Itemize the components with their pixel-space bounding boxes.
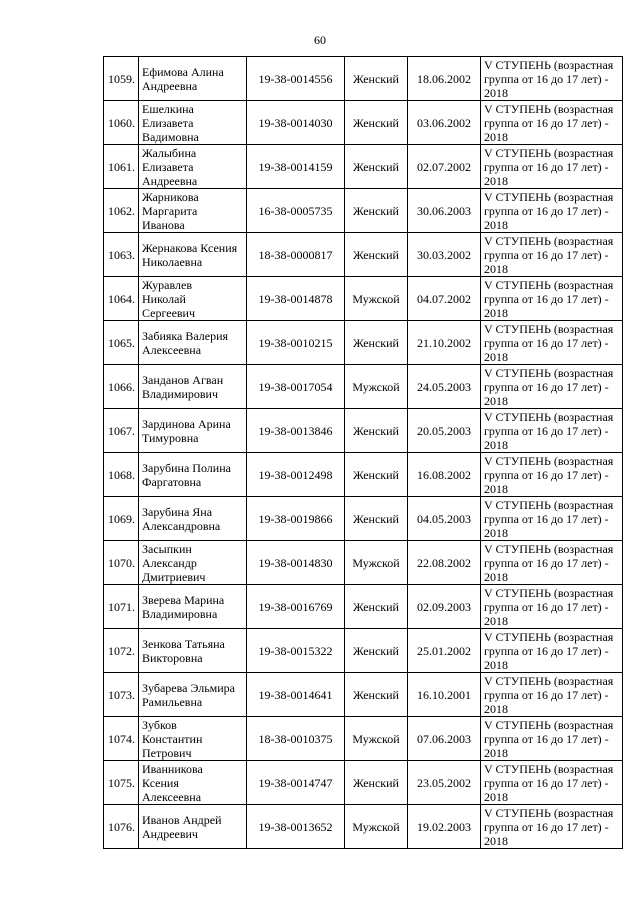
full-name-cell	[139, 365, 247, 409]
table-row	[104, 541, 623, 585]
group-line: 2018	[484, 305, 508, 320]
birth-date-cell: 07.06.2003	[408, 717, 481, 761]
group-line: V СТУПЕНЬ (возрастная	[484, 717, 614, 732]
group-line: 2018	[484, 569, 508, 584]
name-line: Вадимовна	[142, 129, 199, 144]
participant-id-cell: 19-38-0014030	[247, 101, 345, 145]
table-row	[104, 233, 623, 277]
group-line: 2018	[484, 217, 508, 232]
birth-date-cell: 18.06.2002	[408, 57, 481, 101]
group-line: V СТУПЕНЬ (возрастная	[484, 321, 614, 336]
name-line: Зенкова Татьяна	[142, 636, 225, 651]
full-name-cell	[139, 629, 247, 673]
name-line: Владимирович	[142, 386, 218, 401]
birth-date-cell: 23.05.2002	[408, 761, 481, 805]
gender-cell: Женский	[345, 321, 408, 365]
gender-cell: Женский	[345, 409, 408, 453]
full-name-cell	[139, 277, 247, 321]
table-row	[104, 145, 623, 189]
row-number-cell: 1076.	[104, 805, 139, 849]
row-number-cell: 1059.	[104, 57, 139, 101]
row-number-cell: 1072.	[104, 629, 139, 673]
name-line: Елизавета	[142, 159, 194, 174]
table-row	[104, 585, 623, 629]
group-line: V СТУПЕНЬ (возрастная	[484, 277, 614, 292]
gender-cell: Мужской	[345, 717, 408, 761]
name-line: Владимировна	[142, 606, 218, 621]
row-number-cell: 1069.	[104, 497, 139, 541]
table-row	[104, 497, 623, 541]
full-name-cell	[139, 585, 247, 629]
page-number: 60	[314, 33, 326, 47]
group-line: V СТУПЕНЬ (возрастная	[484, 541, 614, 556]
name-line: Тимуровна	[142, 430, 199, 445]
age-group-cell	[481, 145, 623, 189]
name-line: Ксения	[142, 775, 179, 790]
table-row	[104, 673, 623, 717]
name-line: Жарникова	[142, 189, 199, 204]
group-line: V СТУПЕНЬ (возрастная	[484, 57, 614, 72]
group-line: 2018	[484, 833, 508, 848]
group-line: 2018	[484, 129, 508, 144]
group-line: V СТУПЕНЬ (возрастная	[484, 761, 614, 776]
gender-cell: Мужской	[345, 365, 408, 409]
name-line: Зардинова Арина	[142, 416, 231, 431]
name-line: Андреевна	[142, 173, 198, 188]
participant-id-cell: 19-38-0016769	[247, 585, 345, 629]
name-line: Иванов Андрей	[142, 812, 222, 827]
age-group-cell	[481, 233, 623, 277]
group-line: 2018	[484, 745, 508, 760]
group-line: 2018	[484, 349, 508, 364]
group-line: группа от 16 до 17 лет) -	[484, 247, 609, 262]
group-line: 2018	[484, 437, 508, 452]
gender-cell: Мужской	[345, 277, 408, 321]
group-line: V СТУПЕНЬ (возрастная	[484, 233, 614, 248]
table-row	[104, 629, 623, 673]
group-line: 2018	[484, 657, 508, 672]
participant-id-cell: 19-38-0017054	[247, 365, 345, 409]
name-line: Маргарита	[142, 203, 198, 218]
birth-date-cell: 24.05.2003	[408, 365, 481, 409]
full-name-cell	[139, 145, 247, 189]
name-line: Рамильевна	[142, 694, 203, 709]
name-line: Ефимова Алина	[142, 64, 224, 79]
table-row	[104, 277, 623, 321]
row-number-cell: 1068.	[104, 453, 139, 497]
gender-cell: Женский	[345, 629, 408, 673]
participant-id-cell: 19-38-0014556	[247, 57, 345, 101]
gender-cell: Женский	[345, 453, 408, 497]
age-group-cell	[481, 321, 623, 365]
group-line: группа от 16 до 17 лет) -	[484, 467, 609, 482]
full-name-cell	[139, 761, 247, 805]
name-line: Алексеевна	[142, 342, 202, 357]
name-line: Занданов Агван	[142, 372, 224, 387]
name-line: Николай	[142, 291, 186, 306]
full-name-cell	[139, 101, 247, 145]
table-row	[104, 365, 623, 409]
row-number-cell: 1075.	[104, 761, 139, 805]
name-line: Николаевна	[142, 254, 203, 269]
participant-id-cell: 18-38-0000817	[247, 233, 345, 277]
group-line: V СТУПЕНЬ (возрастная	[484, 189, 614, 204]
gender-cell: Мужской	[345, 805, 408, 849]
participant-id-cell: 19-38-0014878	[247, 277, 345, 321]
group-line: V СТУПЕНЬ (возрастная	[484, 497, 614, 512]
group-line: группа от 16 до 17 лет) -	[484, 71, 609, 86]
age-group-cell	[481, 277, 623, 321]
age-group-cell	[481, 585, 623, 629]
name-line: Андреевич	[142, 826, 198, 841]
participant-id-cell: 19-38-0014830	[247, 541, 345, 585]
participant-id-cell: 16-38-0005735	[247, 189, 345, 233]
full-name-cell	[139, 541, 247, 585]
table-row	[104, 321, 623, 365]
group-line: V СТУПЕНЬ (возрастная	[484, 629, 614, 644]
name-line: Забияка Валерия	[142, 328, 229, 343]
group-line: группа от 16 до 17 лет) -	[484, 731, 609, 746]
participant-id-cell: 19-38-0014159	[247, 145, 345, 189]
gender-cell: Женский	[345, 497, 408, 541]
full-name-cell	[139, 321, 247, 365]
group-line: V СТУПЕНЬ (возрастная	[484, 805, 614, 820]
group-line: 2018	[484, 613, 508, 628]
age-group-cell	[481, 761, 623, 805]
name-line: Елизавета	[142, 115, 194, 130]
birth-date-cell: 04.05.2003	[408, 497, 481, 541]
full-name-cell	[139, 453, 247, 497]
name-line: Александровна	[142, 518, 221, 533]
row-number-cell: 1065.	[104, 321, 139, 365]
gender-cell: Мужской	[345, 541, 408, 585]
gender-cell: Женский	[345, 189, 408, 233]
gender-cell: Женский	[345, 585, 408, 629]
group-line: V СТУПЕНЬ (возрастная	[484, 673, 614, 688]
table-row	[104, 101, 623, 145]
gender-cell: Женский	[345, 673, 408, 717]
name-line: Константин	[142, 731, 203, 746]
full-name-cell	[139, 409, 247, 453]
full-name-cell	[139, 673, 247, 717]
group-line: 2018	[484, 525, 508, 540]
row-number-cell: 1067.	[104, 409, 139, 453]
birth-date-cell: 21.10.2002	[408, 321, 481, 365]
group-line: группа от 16 до 17 лет) -	[484, 379, 609, 394]
table-row	[104, 805, 623, 849]
full-name-cell	[139, 233, 247, 277]
birth-date-cell: 02.09.2003	[408, 585, 481, 629]
name-line: Жернакова Ксения	[142, 240, 238, 255]
full-name-cell	[139, 717, 247, 761]
gender-cell: Женский	[345, 57, 408, 101]
row-number-cell: 1060.	[104, 101, 139, 145]
row-number-cell: 1063.	[104, 233, 139, 277]
name-line: Зубков	[142, 717, 177, 732]
birth-date-cell: 16.08.2002	[408, 453, 481, 497]
table-row	[104, 453, 623, 497]
participant-id-cell: 19-38-0015322	[247, 629, 345, 673]
row-number-cell: 1070.	[104, 541, 139, 585]
group-line: 2018	[484, 261, 508, 276]
name-line: Петрович	[142, 745, 192, 760]
name-line: Зверева Марина	[142, 592, 225, 607]
age-group-cell	[481, 365, 623, 409]
group-line: V СТУПЕНЬ (возрастная	[484, 409, 614, 424]
row-number-cell: 1061.	[104, 145, 139, 189]
name-line: Иванова	[142, 217, 185, 232]
full-name-cell	[139, 497, 247, 541]
group-line: V СТУПЕНЬ (возрастная	[484, 145, 614, 160]
age-group-cell	[481, 629, 623, 673]
group-line: группа от 16 до 17 лет) -	[484, 599, 609, 614]
name-line: Иванникова	[142, 761, 203, 776]
gender-cell: Женский	[345, 761, 408, 805]
group-line: группа от 16 до 17 лет) -	[484, 819, 609, 834]
birth-date-cell: 30.06.2003	[408, 189, 481, 233]
age-group-cell	[481, 805, 623, 849]
group-line: 2018	[484, 481, 508, 496]
full-name-cell	[139, 57, 247, 101]
age-group-cell	[481, 497, 623, 541]
group-line: 2018	[484, 393, 508, 408]
group-line: V СТУПЕНЬ (возрастная	[484, 365, 614, 380]
birth-date-cell: 22.08.2002	[408, 541, 481, 585]
table-body	[104, 57, 623, 849]
group-line: группа от 16 до 17 лет) -	[484, 555, 609, 570]
table-row	[104, 717, 623, 761]
age-group-cell	[481, 453, 623, 497]
participant-id-cell: 19-38-0014747	[247, 761, 345, 805]
participant-id-cell: 19-38-0012498	[247, 453, 345, 497]
name-line: Зарубина Полина	[142, 460, 231, 475]
birth-date-cell: 30.03.2002	[408, 233, 481, 277]
group-line: 2018	[484, 173, 508, 188]
birth-date-cell: 04.07.2002	[408, 277, 481, 321]
gender-cell: Женский	[345, 101, 408, 145]
age-group-cell	[481, 673, 623, 717]
full-name-cell	[139, 805, 247, 849]
birth-date-cell: 25.01.2002	[408, 629, 481, 673]
name-line: Зубарева Эльмира	[142, 680, 236, 695]
gender-cell: Женский	[345, 233, 408, 277]
group-line: 2018	[484, 789, 508, 804]
participant-id-cell: 19-38-0013652	[247, 805, 345, 849]
age-group-cell	[481, 57, 623, 101]
name-line: Александр	[142, 555, 197, 570]
name-line: Викторовна	[142, 650, 203, 665]
row-number-cell: 1073.	[104, 673, 139, 717]
table-row	[104, 189, 623, 233]
age-group-cell	[481, 541, 623, 585]
name-line: Ешелкина	[142, 101, 194, 116]
participant-id-cell: 19-38-0010215	[247, 321, 345, 365]
group-line: группа от 16 до 17 лет) -	[484, 203, 609, 218]
name-line: Сергеевич	[142, 305, 196, 320]
name-line: Фаргатовна	[142, 474, 202, 489]
row-number-cell: 1066.	[104, 365, 139, 409]
row-number-cell: 1074.	[104, 717, 139, 761]
name-line: Зарубина Яна	[142, 504, 213, 519]
birth-date-cell: 19.02.2003	[408, 805, 481, 849]
full-name-cell	[139, 189, 247, 233]
group-line: группа от 16 до 17 лет) -	[484, 511, 609, 526]
participants-table	[103, 56, 623, 849]
row-number-cell: 1071.	[104, 585, 139, 629]
participant-id-cell: 19-38-0013846	[247, 409, 345, 453]
table-row	[104, 761, 623, 805]
gender-cell: Женский	[345, 145, 408, 189]
row-number-cell: 1064.	[104, 277, 139, 321]
age-group-cell	[481, 409, 623, 453]
participant-id-cell: 19-38-0019866	[247, 497, 345, 541]
participant-id-cell: 19-38-0014641	[247, 673, 345, 717]
name-line: Андреевна	[142, 78, 198, 93]
age-group-cell	[481, 101, 623, 145]
group-line: V СТУПЕНЬ (возрастная	[484, 453, 614, 468]
group-line: группа от 16 до 17 лет) -	[484, 335, 609, 350]
group-line: группа от 16 до 17 лет) -	[484, 159, 609, 174]
group-line: группа от 16 до 17 лет) -	[484, 643, 609, 658]
age-group-cell	[481, 717, 623, 761]
group-line: V СТУПЕНЬ (возрастная	[484, 101, 614, 116]
table-row	[104, 57, 623, 101]
table-row	[104, 409, 623, 453]
group-line: группа от 16 до 17 лет) -	[484, 687, 609, 702]
age-group-cell	[481, 189, 623, 233]
group-line: 2018	[484, 85, 508, 100]
group-line: группа от 16 до 17 лет) -	[484, 115, 609, 130]
group-line: V СТУПЕНЬ (возрастная	[484, 585, 614, 600]
name-line: Алексеевна	[142, 789, 202, 804]
name-line: Засыпкин	[142, 541, 192, 556]
birth-date-cell: 16.10.2001	[408, 673, 481, 717]
name-line: Жалыбина	[142, 145, 197, 160]
participant-id-cell: 18-38-0010375	[247, 717, 345, 761]
row-number-cell: 1062.	[104, 189, 139, 233]
group-line: группа от 16 до 17 лет) -	[484, 775, 609, 790]
group-line: группа от 16 до 17 лет) -	[484, 291, 609, 306]
group-line: группа от 16 до 17 лет) -	[484, 423, 609, 438]
name-line: Журавлев	[142, 277, 192, 292]
birth-date-cell: 20.05.2003	[408, 409, 481, 453]
group-line: 2018	[484, 701, 508, 716]
birth-date-cell: 03.06.2002	[408, 101, 481, 145]
name-line: Дмитриевич	[142, 569, 206, 584]
birth-date-cell: 02.07.2002	[408, 145, 481, 189]
